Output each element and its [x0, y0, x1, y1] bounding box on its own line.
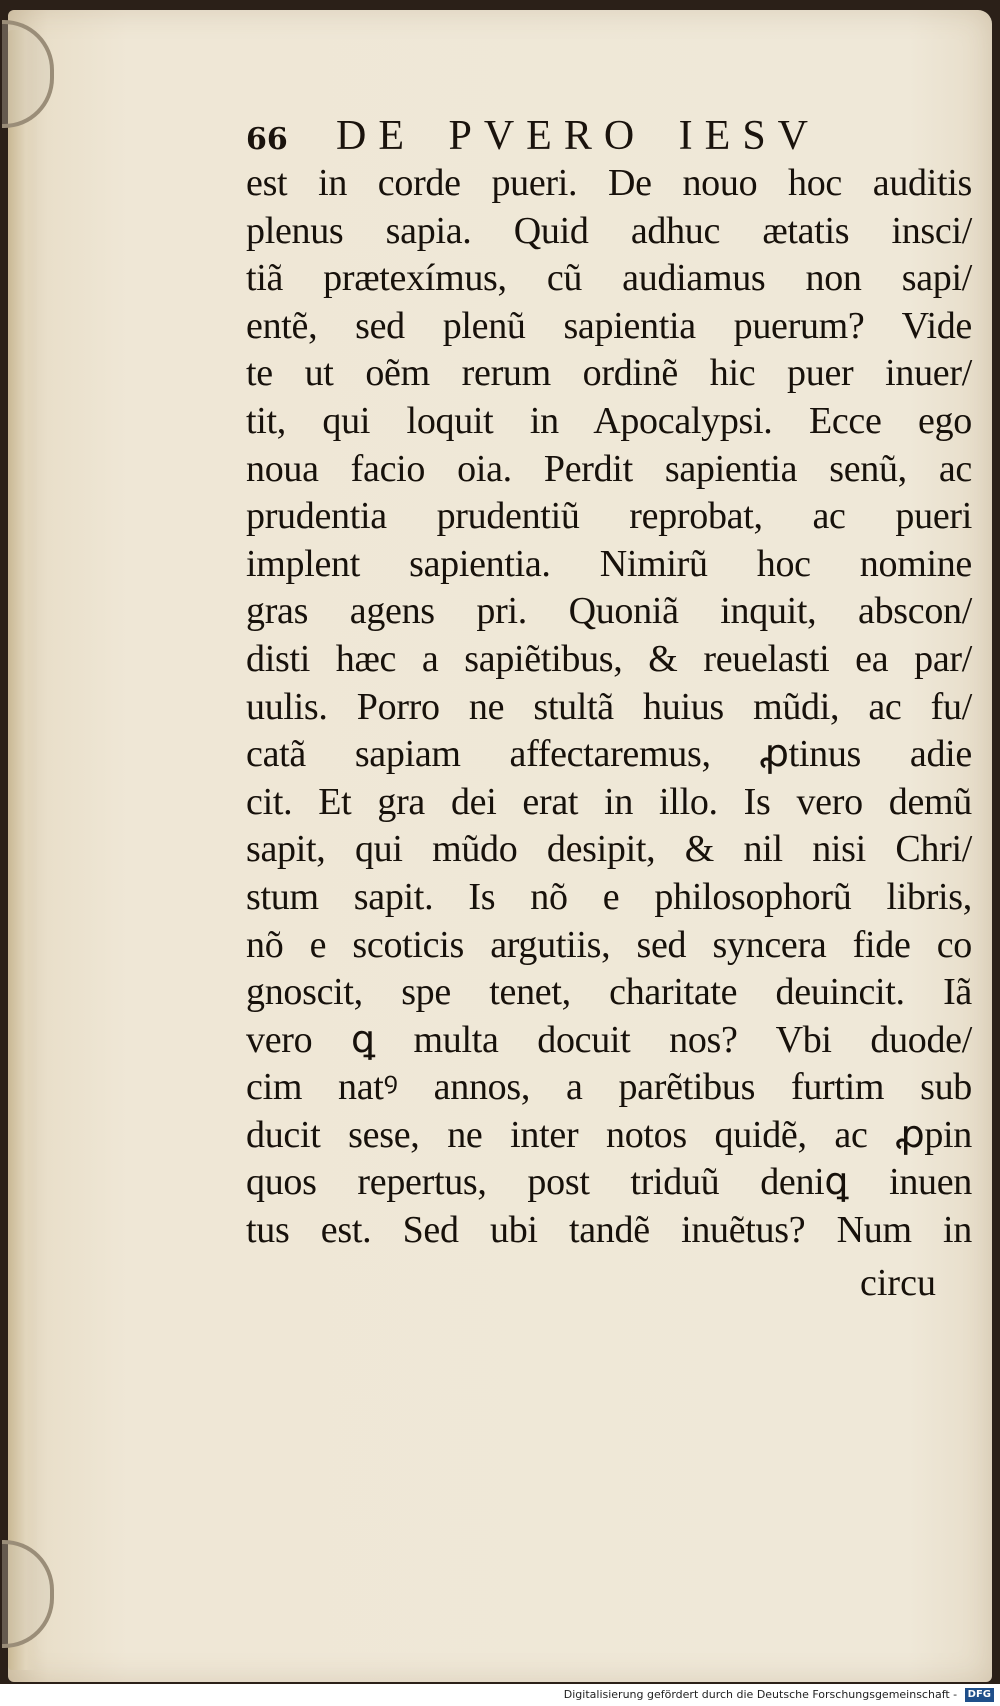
text-line: uulis. Porro ne stultã huius mũdi, ac fu/: [246, 685, 972, 728]
text-line: cim natꝰ annos, a parẽtibus furtim sub: [246, 1066, 972, 1109]
text-line: prudentia prudentiũ reprobat, ac pueri: [246, 495, 972, 538]
text-line: tiã prætexímus, cũ audiamus non sapi/: [246, 257, 972, 300]
text-line: noua facio oia. Perdit sapientia senũ, ac: [246, 447, 972, 490]
text-line: est in corde pueri. De nouo hoc auditis: [246, 162, 972, 204]
folio-number: 66: [246, 122, 288, 157]
text-line: sapit, qui mũdo desipit, & nil nisi Chri/: [246, 828, 972, 871]
text-line: gras agens pri. Quoniã inquit, abscon/: [246, 590, 972, 633]
text-line: implent sapientia. Nimirũ hoc nomine: [246, 542, 972, 585]
text-line: plenus sapia. Quid adhuc ætatis insci/: [246, 209, 972, 252]
text-line: tit, qui loquit in Apocalypsi. Ecce ego: [246, 399, 972, 442]
text-line: disti hæc a sapiẽtibus, & reuelasti ea par/: [246, 637, 972, 680]
catchword: circu: [860, 1262, 936, 1304]
text-line: cit. Et gra dei erat in illo. Is vero demũ: [246, 780, 972, 823]
text-line: vero ꝗ multa docuit nos? Vbi duode/: [246, 1018, 972, 1061]
body-text: [246, 160, 972, 1255]
text-line: te ut oẽm rerum ordinẽ hic puer inuer/: [246, 352, 972, 395]
text-line: tus est. Sed ubi tandẽ inuẽtus? Num in: [246, 1209, 972, 1252]
running-header: [246, 112, 906, 162]
text-line: catã sapiam affectaremus, ꝓtinus adie: [246, 733, 972, 776]
running-title: DE PVERO IESV: [336, 113, 821, 159]
text-line: entẽ, sed plenũ sapientia puerum? Vide: [246, 304, 972, 347]
dfg-logo: DFG: [965, 1688, 994, 1702]
text-line: nõ e scoticis argutiis, sed syncera fide co: [246, 923, 972, 966]
digitization-footer: [0, 1684, 1000, 1706]
page-edge: [8, 30, 38, 1670]
text-line: quos repertus, post triduũ deniꝗ inuen: [246, 1161, 972, 1204]
text-line: ducit sese, ne inter notos quidẽ, ac ꝓpin: [246, 1113, 972, 1156]
text-line: gnoscit, spe tenet, charitate deuincit. Iã: [246, 971, 972, 1014]
funding-notice: Digitalisierung gefördert durch die Deutsche Forschungsgemeinschaft -: [563, 1688, 958, 1701]
text-line: stum sapit. Is nõ e philosophorũ libris,: [246, 875, 972, 918]
